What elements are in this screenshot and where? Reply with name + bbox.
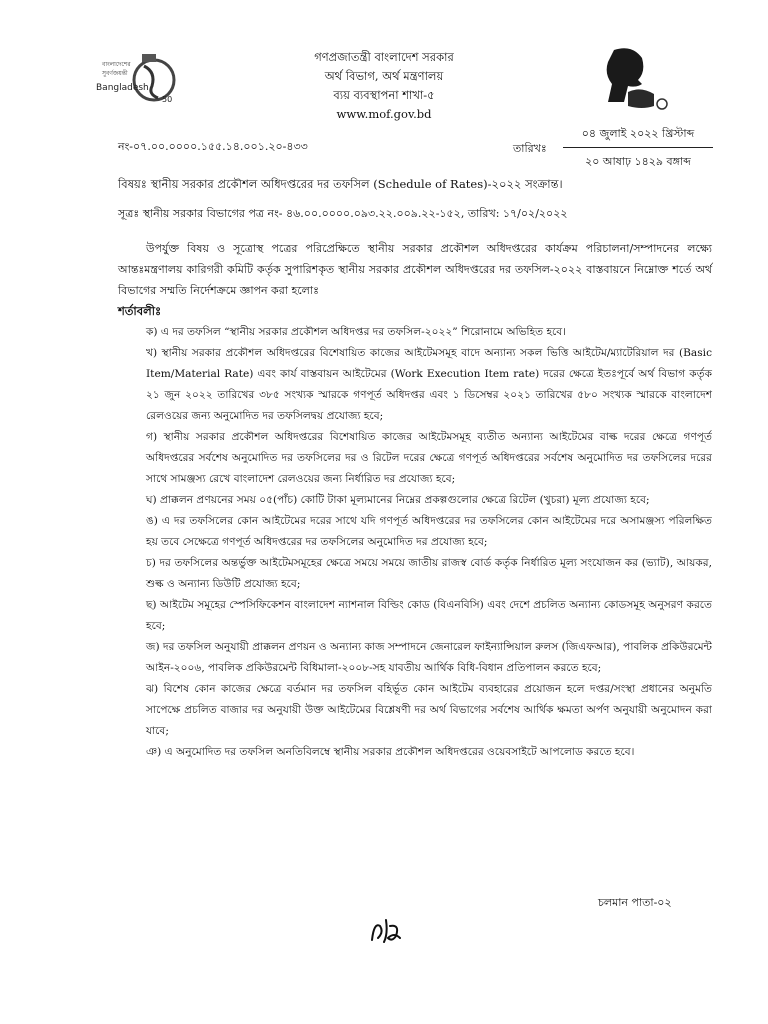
condition-item: গ) স্থানীয় সরকার প্রকৌশল অধিদপ্তরের বিশেষায়িত কাজের আইটেমসমূহ ব্যতীত অন্যান্য আইটেমের বাল্ক দরের ক্ষেত্রে গণপূর্ত অধিদপ্তরের সর্বশেষ অনুমোদিত দর তফসিলের দর ও রিটেল দরের ক্ষেত্রে গণপূর্ত অধিদপ্তরের সর্বশেষ অনুমোদিত দর তফসিলের দরের সাথে সামঞ্জস্য রেখে বাংলাদেশ রেলওয়ের জন্য নির্ধারিত দর প্রযোজ্য হবে;: [146, 431, 712, 485]
date-label: তারিখঃ: [513, 142, 547, 155]
condition-item: খ) স্থানীয় সরকার প্রকৌশল অধিদপ্তরের বিশেষায়িত কাজের আইটেমসমূহ বাদে অন্যান্য সকল ভিত্তি আইটেম/ম্যাটেরিয়াল দর (Basic Item/Material Rate) এবং কার্য বাস্তবায়ন আইটেমের (Work Execution Item rate) দরের ক্ষেত্রে ইতঃপূর্বে অর্থ বিভাগ কর্তৃক ২১ জুন ২০২২ তারিখের ৩৮৫ সংখ্যক স্মারকে গণপূর্ত অধিদপ্তর এবং ১ ডিসেম্বর ২০২১ তারিখের ৫৮০ সংখ্যক স্মারকে বাংলাদেশ রেলওয়ের জন্য অনুমোদিত দর তফসিলদ্বয় প্রযোজ্য হবে;: [146, 347, 712, 422]
date-bengali: ২০ আষাঢ় ১৪২৯ বঙ্গাব্দ: [585, 155, 691, 168]
condition-item: ঙ) এ দর তফসিলের কোন আইটেমের দরের সাথে যদি গণপূর্ত অধিদপ্তরের দর তফসিলের কোন আইটেমের দরে অসামঞ্জস্য পরিলক্ষিত হয় তবে সেক্ষেত্রে গণপূর্ত অধিদপ্তরের দর তফসিলের অনুমোদিত দর প্রযোজ্য হবে;: [146, 515, 712, 548]
branch-name: ব্যয় ব্যবস্থাপনা শাখা-৫: [333, 88, 435, 102]
website: www.mof.gov.bd: [336, 107, 432, 121]
division-name: অর্থ বিভাগ, অর্থ মন্ত্রণালয়: [324, 69, 444, 83]
condition-item: জ) দর তফসিল অনুযায়ী প্রাক্কলন প্রণয়ন ও অন্যান্য কাজ সম্পাদনে জেনারেল ফাইন্যান্সিয়াল রুলস (জিএফআর), পাবলিক প্রকিউরমেন্ট আইন-২০০৬, পাবলিক প্রকিউরমেন্ট বিধিমালা-২০০৮-সহ যাবতীয় আর্থিক বিধি-বিধান প্রতিপালন করতে হবে;: [146, 641, 712, 674]
condition-item: চ) দর তফসিলের অন্তর্ভুক্ত আইটেমসমূহের ক্ষেত্রে সময়ে সময়ে জাতীয় রাজস্ব বোর্ড কর্তৃক নির্ধারিত মূল্য সংযোজন কর (ভ্যাট), আয়কর, শুল্ক ও অন্যান্য ডিউটি প্রযোজ্য হবে;: [146, 557, 712, 590]
condition-item: ঝ) বিশেষ কোন কাজের ক্ষেত্রে বর্তমান দর তফসিল বহির্ভূত কোন আইটেম ব্যবহারের প্রয়োজন হলে দপ্তর/সংস্থা প্রধানের অনুমতি সাপেক্ষে প্রচলিত বাজার দর অনুযায়ী উক্ত আইটেমের বিশ্লেষণী দর অর্থ বিভাগের সর্বশেষ আর্থিক ক্ষমতা অর্পণ অনুযায়ী অনুমোদন করা যাবে;: [146, 683, 712, 737]
conditions-title: শর্তাবলীঃ: [118, 304, 162, 318]
intro-paragraph: উপর্যুক্ত বিষয় ও সূত্রোস্থ পত্রের পরিপ্রেক্ষিতে স্থানীয় সরকার প্রকৌশল অধিদপ্তরের কার্যক্রম পরিচালনা/সম্পাদনের লক্ষ্যে আন্তঃমন্ত্রণালয় কারিগরী কমিটি কর্তৃক সুপারিশকৃত স্থানীয় সরকার প্রকৌশল অধিদপ্তরের দর তফসিল-২০২২ বাস্তবায়নে নিম্নোক্ত শর্তে অর্থ বিভাগের সম্মতি নির্দেশক্রমে জ্ঞাপন করা হলোঃ: [118, 242, 712, 297]
government-name: গণপ্রজাতন্ত্রী বাংলাদেশ সরকার: [314, 50, 454, 64]
golden-jubilee-logo: [92, 46, 180, 116]
logo-brand: Bangladesh: [96, 83, 149, 93]
memo-number: নং-০৭.০০.০০০০.১৫৫.১৪.০০১.২০-৪৩৩: [118, 140, 308, 153]
conditions-list: [146, 322, 712, 763]
handwritten-signature: [366, 912, 406, 948]
mujib-borsho-logo: [598, 44, 670, 116]
logo-number: 50: [162, 95, 173, 104]
logo-text-1: বাংলাদেশের: [102, 61, 131, 68]
condition-item: ছ) আইটেম সমূহের স্পেসিফিকেশন বাংলাদেশ ন্যাশনাল বিল্ডিং কোড (বিএনবিসি) এবং দেশে প্রচলিত অন্যান্য কোডসমূহ অনুসরণ করতে হবে;: [146, 599, 712, 632]
logo-text-2: সুবর্ণজয়ন্তী: [102, 70, 128, 77]
condition-item: ঞ) এ অনুমোদিত দর তফসিল অনতিবিলম্বে স্থানীয় সরকার প্রকৌশল অধিদপ্তরের ওয়েবসাইটে আপলোড করতে হবে।: [146, 746, 635, 758]
date-gregorian: ০৪ জুলাই ২০২২ খ্রিস্টাব্দ: [563, 125, 713, 148]
date-block: [563, 125, 713, 172]
subject-line: বিষয়ঃ স্থানীয় সরকার প্রকৌশল অধিদপ্তরের দর তফসিল (Schedule of Rates)-২০২২ সংক্রান্ত।: [118, 177, 563, 191]
letterhead: [250, 48, 518, 124]
condition-item: ক) এ দর তফসিল “স্থানীয় সরকার প্রকৌশল অধিদপ্তর দর তফসিল-২০২২” শিরোনামে অভিহিত হবে।: [146, 326, 566, 338]
reference-line: সূত্রঃ স্থানীয় সরকার বিভাগের পত্র নং- ৪৬.০০.০০০০.০৯৩.২২.০০৯.২২-১৫২, তারিখ: ১৭/০২/২০২২: [118, 207, 568, 220]
condition-item: ঘ) প্রাক্কলন প্রণয়নের সময় ০৫(পাঁচ) কোটি টাকা মূল্যমানের নিম্নের প্রকল্পগুলোর ক্ষেত্রে রিটেল (খুচরা) মূল্য প্রযোজ্য হবে;: [146, 494, 650, 506]
continued-page-note: চলমান পাতা-০২: [598, 896, 672, 909]
